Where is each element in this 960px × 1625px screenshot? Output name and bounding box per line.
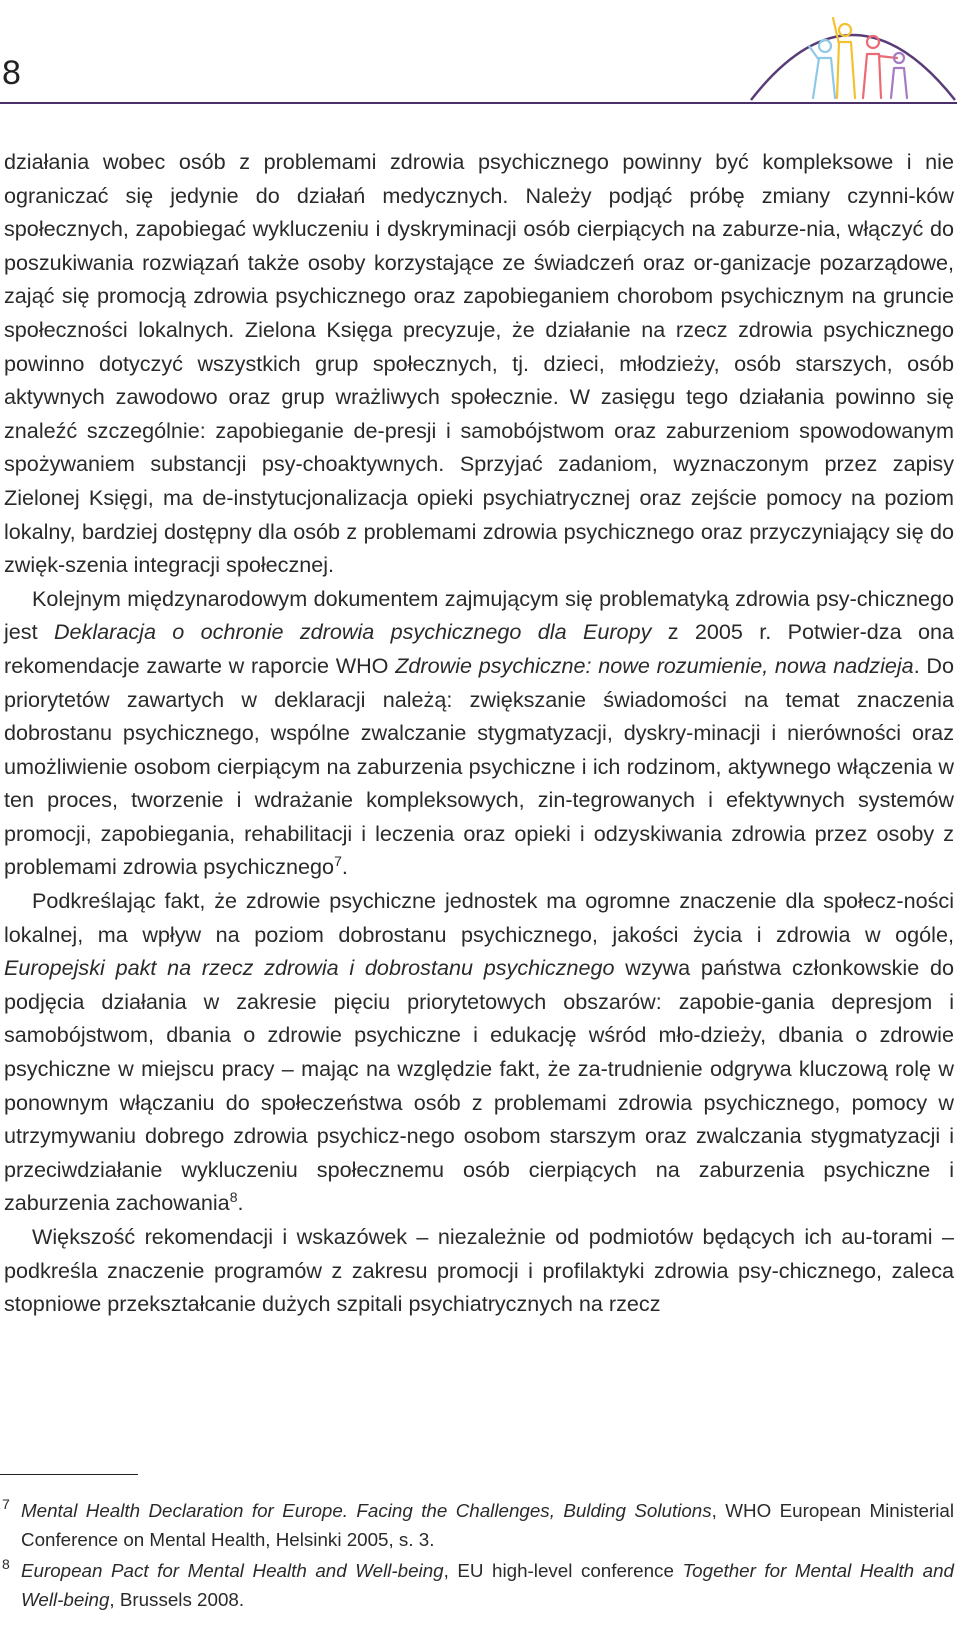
- paragraph-2: Kolejnym międzynarodowym dokumentem zajmującym się problematyką zdrowia psy-chicznego jest Deklaracja o ochronie zdrowia psychicznego dla Europy z 2005 r. Potwier-dza ona rekomendacje zawarte w raporcie WHO Zdrowie psychiczne: nowe rozumienie, nowa nadzieja. Do priorytetów zawartych w deklaracji należą: zwiększanie świadomości na temat znaczenia dobrostanu psychicznego, wspólne zwalczanie stygmatyzacji, dyskry-minacji i nierówności oraz umożliwienie osobom cierpiącym na zaburzenia psychiczne i ich rodzinom, aktywnego włączenia w ten proces, tworzenie i wdrażanie kompleksowych, zin-tegrowanych i efektywnych systemów promocji, zapobiegania, rehabilitacji i leczenia oraz opieki i odzyskiwania zdrowia przez osoby z problemami zdrowia psychicznego$^7$.: [4, 585, 955, 880]
- footnote-number: 7: [2, 1496, 10, 1512]
- paragraph-1: działania wobec osób z problemami zdrowia psychicznego powinny być kompleksowe i nie ograniczać się jedynie do działań medycznych. Należy podjąć próbę zmiany czynni-ków społecznych, zapobiegać wykluczeniu i dyskryminacji osób cierpiących na zaburze-nia, włączyć do poszukiwania rozwiązań także osoby korzystające ze świadczeń oraz or-ganizacje pozarządowe, zająć się promocją zdrowia psychicznego oraz zapobieganiem chorobom psychicznym na gruncie społeczności lokalnych. Zielona Księga precyzuje, że działanie na rzecz zdrowia psychicznego powinno dotyczyć wszystkich grup społecznych, tj. dzieci, młodzieży, osób starszych, osób aktywnych zawodowo oraz grup wrażliwych społecznie. W zasięgu tego działania powinno się znaleźć szczególnie: zapobieganie de-presji i samobójstwom oraz zaburzeniom spowodowanym spożywaniem substancji psy-choaktywnych. Sprzyjać zadaniom, wyznaczonym przez zapisy Zielonej Księgi, ma de-instytucjonalizacja opieki psychiatrycznej oraz zejście pomocy na poziom lokalny, bardziej dostępny dla osób z problemami zdrowia psychicznego oraz przyczyniający się do zwięk-szenia integracji społecznej.: [4, 149, 954, 578]
- header-rule: [0, 102, 957, 104]
- body-text: [4, 145, 954, 1321]
- footnote-ref-7[interactable]: 7: [334, 853, 342, 870]
- page-number: 8: [2, 54, 21, 92]
- footnote-7: 7 Mental Health Declaration for Europe. Facing the Challenges, Bulding Solutions, WHO European Ministerial Conference on Mental Health, Helsinki 2005, s. 3.: [2, 1497, 954, 1554]
- declaration-title: Deklaracja o ochronie zdrowia psychicznego dla Europy: [53, 619, 652, 645]
- who-report-title: Zdrowie psychiczne: nowe rozumienie, nowa nadzieja: [395, 652, 914, 678]
- footnote-ref-8[interactable]: 8: [229, 1189, 238, 1206]
- footnotes: [2, 1497, 954, 1617]
- paragraph-4: Większość rekomendacji i wskazówek – niezależnie od podmiotów będących ich au-torami – podkreśla znaczenie programów z zakresu promocji i profilaktyki zdrowia psy-chicznego, zaleca stopniowe przekształcanie dużych szpitali psychiatrycznych na rzecz: [4, 1224, 954, 1317]
- footnote-8: 8 European Pact for Mental Health and Well-being, EU high-level conference Together for Mental Health and Well-being, Brussels 2008.: [2, 1557, 954, 1614]
- paragraph-3: Podkreślając fakt, że zdrowie psychiczne jednostek ma ogromne znaczenie dla społecz-ności lokalnej, ma wpływ na poziom dobrostanu psychicznego, jakości życia i zdrowia w ogóle, Europejski pakt na rzecz zdrowia i dobrostanu psychicznego wzywa państwa członkowskie do podjęcia działania w zakresie pięciu priorytetowych obszarów: zapobie-gania depresjom i samobójstwom, dbania o zdrowie psychiczne i edukację wśród mło-dzieży, dbania o zdrowie psychiczne w miejscu pracy – mając na względzie fakt, że za-trudnienie odgrywa kluczową rolę w ponownym włączaniu do społeczeństwa osób z problemami zdrowia psychicznego, pomocy w utrzymywaniu dobrego zdrowia psychicz-nego osobom starszym oraz zwalczania stygmatyzacji i przeciwdziałanie wykluczeniu społecznemu osób cierpiących na zaburzenia psychiczne i zaburzenia zachowania$^8$.: [4, 888, 954, 1216]
- footnote-rule: [0, 1474, 138, 1475]
- pact-title: Europejski pakt na rzecz zdrowia i dobrostanu psychicznego: [4, 955, 615, 981]
- footnote-number: 8: [2, 1556, 10, 1572]
- colorful-figures-logo: [747, 0, 957, 104]
